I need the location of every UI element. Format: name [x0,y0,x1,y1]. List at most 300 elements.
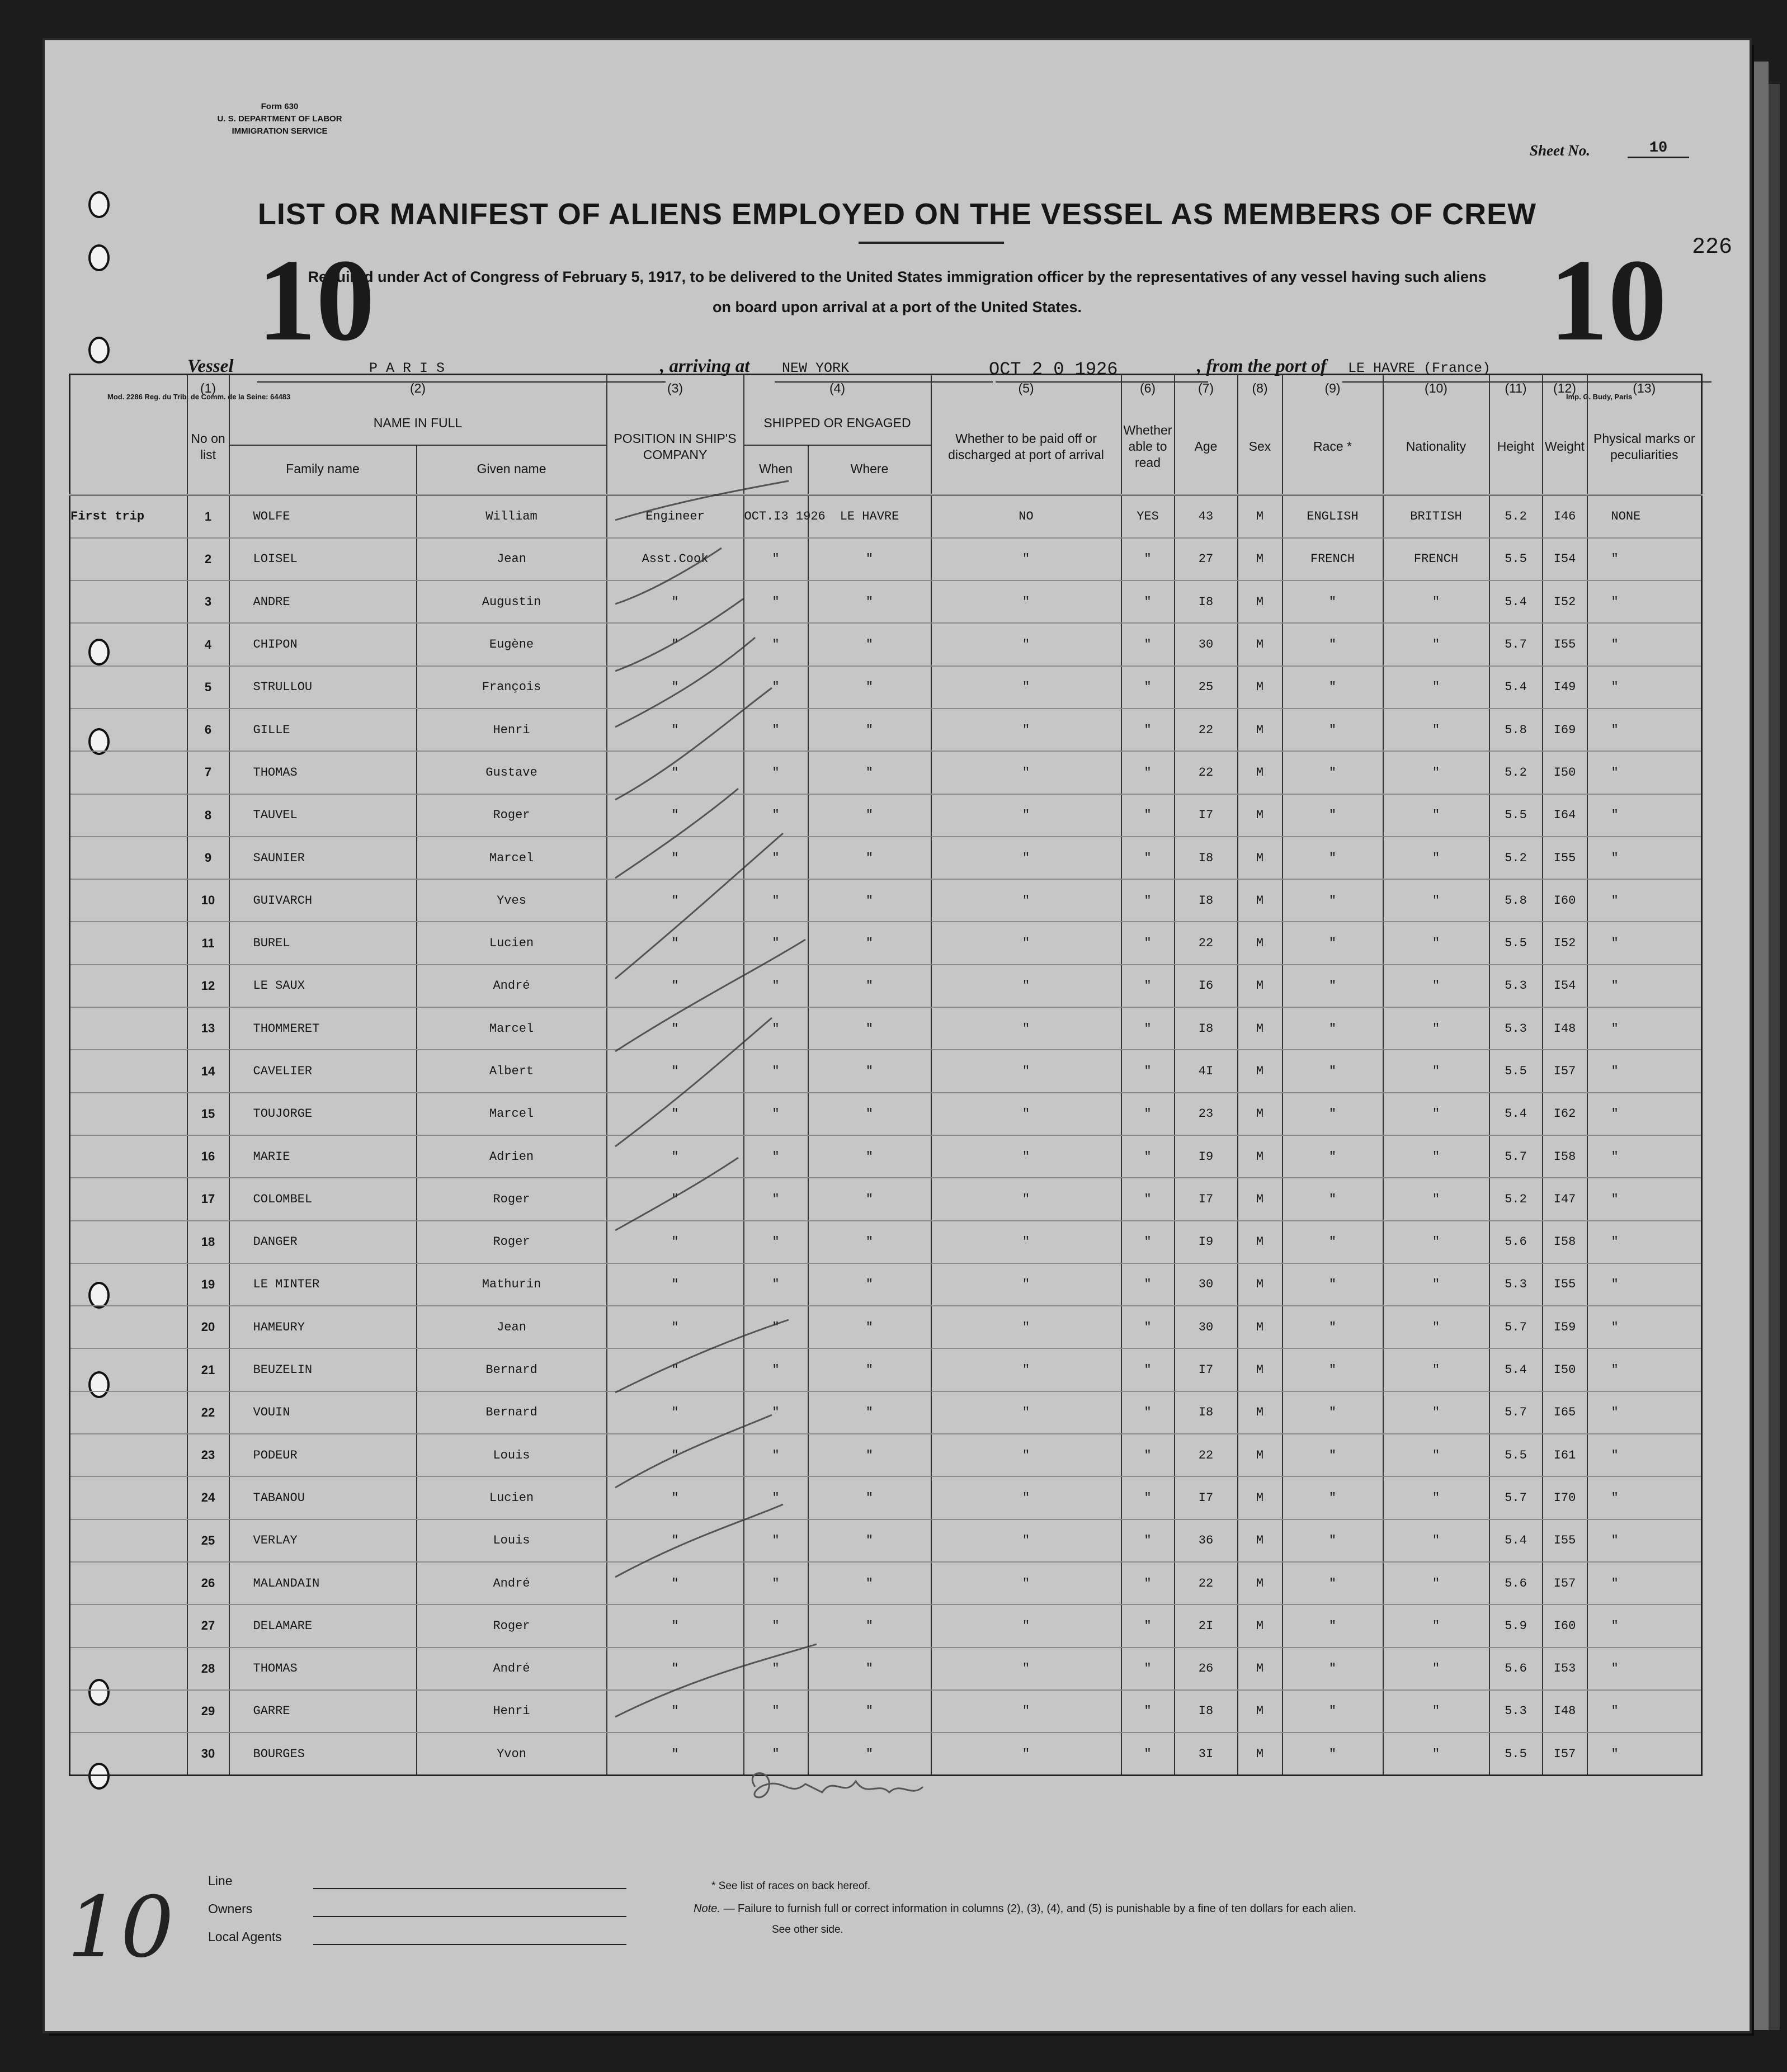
line-label: Line [208,1873,233,1888]
cell-height: 5.4 [1489,1348,1543,1391]
cell-weight: I46 [1543,495,1587,538]
cell-able-to-read: " [1121,1050,1175,1092]
first-trip-note [70,1306,187,1348]
cell-shipped-where: " [808,1391,931,1434]
cell-nationality: " [1383,879,1489,922]
cell-height: 5.3 [1489,1007,1543,1050]
cell-physical-marks: " [1587,623,1702,666]
cell-able-to-read: " [1121,538,1175,580]
cell-shipped-where: " [808,965,931,1007]
penalty-note [694,1903,1533,1915]
cell-shipped-where: " [808,794,931,837]
cell-given-name: Marcel [417,1007,607,1050]
col-num-10: (10) [1383,375,1489,402]
cell-nationality: " [1383,709,1489,751]
cell-paid-off: " [931,1135,1121,1178]
cell-paid-off: " [931,1648,1121,1690]
cell-height: 5.2 [1489,837,1543,879]
see-other-side: See other side. [772,1924,843,1936]
cell-race: " [1283,1690,1383,1733]
cell-position: " [607,1348,744,1391]
cell-family-name: CAVELIER [229,1050,417,1092]
cell-height: 5.6 [1489,1221,1543,1263]
cell-race: " [1283,623,1383,666]
cell-paid-off: " [931,1178,1121,1220]
cell-weight: I52 [1543,922,1587,964]
cell-given-name: Henri [417,709,607,751]
cell-sex: M [1238,965,1283,1007]
cell-family-name: GUIVARCH [229,879,417,922]
given-name-header: Given name [417,445,607,492]
cell-height: 5.8 [1489,709,1543,751]
cell-paid-off: " [931,1562,1121,1604]
cell-age: 4I [1175,1050,1238,1092]
cell-nationality: FRENCH [1383,538,1489,580]
cell-sex: M [1238,1093,1283,1135]
cell-position: " [607,1135,744,1178]
cell-physical-marks: " [1587,666,1702,709]
cell-paid-off: NO [931,495,1121,538]
cell-sex: M [1238,1263,1283,1306]
cell-position: " [607,623,744,666]
cell-height: 5.4 [1489,580,1543,623]
cell-height: 5.5 [1489,1434,1543,1476]
cell-given-name: Jean [417,538,607,580]
handwritten-sheet-number-right: 10 [1549,235,1667,365]
vessel-label: Vessel [187,356,234,376]
sex-header: Sex [1238,402,1283,492]
cell-able-to-read: " [1121,1476,1175,1519]
margin-column [70,375,187,495]
cell-race: " [1283,1476,1383,1519]
shipped-engaged-header: SHIPPED OR ENGAGED [744,402,931,445]
first-trip-note [70,1562,187,1604]
cell-age: I7 [1175,794,1238,837]
cell-weight: I54 [1543,965,1587,1007]
cell-sex: M [1238,751,1283,794]
cell-row-number: 8 [187,794,229,837]
cell-sex: M [1238,623,1283,666]
cell-weight: I55 [1543,837,1587,879]
cell-nationality: " [1383,922,1489,964]
cell-race: FRENCH [1283,538,1383,580]
cell-height: 5.9 [1489,1604,1543,1647]
first-trip-note [70,879,187,922]
cell-physical-marks: " [1587,922,1702,964]
cell-weight: I54 [1543,538,1587,580]
cell-given-name: Bernard [417,1348,607,1391]
cell-paid-off: " [931,794,1121,837]
cell-paid-off: " [931,1306,1121,1348]
line-underline [313,1888,626,1889]
cell-paid-off: " [931,1050,1121,1092]
table-row [70,666,1702,709]
cell-given-name: Louis [417,1519,607,1562]
cell-position: " [607,751,744,794]
cell-weight: I47 [1543,1178,1587,1220]
no-on-list-header: No on list [187,402,229,492]
cell-shipped-when: " [744,1604,808,1647]
cell-nationality: " [1383,1690,1489,1733]
cell-height: 5.3 [1489,1690,1543,1733]
cell-given-name: François [417,666,607,709]
cell-physical-marks: " [1587,1348,1702,1391]
cell-height: 5.3 [1489,965,1543,1007]
department-name: U. S. DEPARTMENT OF LABOR [217,114,342,124]
cell-row-number: 1 [187,495,229,538]
cell-nationality: " [1383,1391,1489,1434]
cell-row-number: 16 [187,1135,229,1178]
cell-sex: M [1238,1306,1283,1348]
cell-age: 30 [1175,1306,1238,1348]
cell-weight: I57 [1543,1733,1587,1776]
cell-sex: M [1238,1178,1283,1220]
cell-position: " [607,580,744,623]
cell-height: 5.8 [1489,879,1543,922]
cell-row-number: 22 [187,1391,229,1434]
cell-family-name: BUREL [229,922,417,964]
first-trip-note [70,922,187,964]
cell-race: " [1283,666,1383,709]
table-row [70,794,1702,837]
cell-shipped-where: " [808,1519,931,1562]
cell-nationality: " [1383,1562,1489,1604]
cell-shipped-when: OCT.I3 1926 [744,495,808,538]
cell-family-name: BEUZELIN [229,1348,417,1391]
cell-position: " [607,1519,744,1562]
col-num-4: (4) [744,375,931,402]
first-trip-note [70,666,187,709]
cell-nationality: " [1383,1093,1489,1135]
cell-sex: M [1238,837,1283,879]
cell-family-name: STRULLOU [229,666,417,709]
cell-able-to-read: " [1121,1221,1175,1263]
cell-given-name: Roger [417,1221,607,1263]
cell-row-number: 4 [187,623,229,666]
where-header: Where [808,445,931,492]
table-row [70,495,1702,538]
cell-age: 23 [1175,1093,1238,1135]
cell-shipped-when: " [744,837,808,879]
table-row [70,538,1702,580]
cell-able-to-read: " [1121,1348,1175,1391]
cell-age: 22 [1175,1562,1238,1604]
first-trip-note [70,794,187,837]
cell-weight: I62 [1543,1093,1587,1135]
cell-row-number: 15 [187,1093,229,1135]
cell-shipped-where: " [808,538,931,580]
cell-able-to-read: " [1121,1391,1175,1434]
cell-shipped-when: " [744,709,808,751]
cell-able-to-read: " [1121,837,1175,879]
cell-race: " [1283,837,1383,879]
table-row [70,879,1702,922]
cell-shipped-when: " [744,538,808,580]
col-num-9: (9) [1283,375,1383,402]
cell-position: " [607,922,744,964]
cell-family-name: GILLE [229,709,417,751]
table-row [70,1648,1702,1690]
arrival-port: NEW YORK [782,360,850,376]
cell-age: I8 [1175,879,1238,922]
printer-name: Imp. G. Budy, Paris [1566,393,1633,401]
cell-age: 27 [1175,538,1238,580]
cell-age: 3I [1175,1733,1238,1776]
first-trip-note [70,1476,187,1519]
first-trip-note [70,538,187,580]
cell-shipped-where: " [808,1093,931,1135]
cell-race: " [1283,1135,1383,1178]
table-row [70,709,1702,751]
cell-family-name: HAMEURY [229,1306,417,1348]
col-num-11: (11) [1489,375,1543,402]
cell-race: " [1283,794,1383,837]
cell-row-number: 13 [187,1007,229,1050]
cell-shipped-when: " [744,794,808,837]
table-row [70,922,1702,964]
cell-position: " [607,837,744,879]
cell-able-to-read: YES [1121,495,1175,538]
cell-physical-marks: NONE [1587,495,1702,538]
cell-nationality: " [1383,666,1489,709]
cell-given-name: André [417,1562,607,1604]
cell-sex: M [1238,1604,1283,1647]
sheet-number: 10 [1628,140,1689,158]
cell-race: " [1283,1178,1383,1220]
cell-shipped-when: " [744,1050,808,1092]
cell-sex: M [1238,538,1283,580]
sheet-label: Sheet No. [1530,142,1590,159]
page-title: LIST OR MANIFEST OF ALIENS EMPLOYED ON THE VESSEL AS MEMBERS OF CREW [257,197,1537,231]
cell-paid-off: " [931,1221,1121,1263]
cell-weight: I57 [1543,1562,1587,1604]
first-trip-note [70,1348,187,1391]
cell-height: 5.5 [1489,1050,1543,1092]
cell-row-number: 3 [187,580,229,623]
cell-sex: M [1238,1519,1283,1562]
first-trip-note [70,1519,187,1562]
cell-physical-marks: " [1587,1050,1702,1092]
note-text: — Failure to furnish full or correct information in columns (2), (3), (4), and (5) is punishable by a fine of ten dollars for each alien. [723,1903,1356,1915]
cell-shipped-when: " [744,1562,808,1604]
cell-paid-off: " [931,1093,1121,1135]
cell-physical-marks: " [1587,709,1702,751]
cell-given-name: Lucien [417,1476,607,1519]
cell-position: " [607,1604,744,1647]
cell-height: 5.5 [1489,922,1543,964]
cell-paid-off: " [931,1604,1121,1647]
cell-shipped-when: " [744,666,808,709]
cell-shipped-when: " [744,1733,808,1776]
cell-height: 5.7 [1489,623,1543,666]
page-edge-stack [1750,62,1769,2030]
cell-shipped-when: " [744,1519,808,1562]
cell-age: I9 [1175,1135,1238,1178]
cell-height: 5.6 [1489,1648,1543,1690]
cell-given-name: Yvon [417,1733,607,1776]
cell-family-name: TAUVEL [229,794,417,837]
cell-weight: I58 [1543,1135,1587,1178]
cell-age: 22 [1175,709,1238,751]
cell-family-name: TABANOU [229,1476,417,1519]
cell-sex: M [1238,1434,1283,1476]
cell-given-name: Adrien [417,1135,607,1178]
cell-race: " [1283,1562,1383,1604]
cell-physical-marks: " [1587,1093,1702,1135]
cell-weight: I69 [1543,709,1587,751]
cell-shipped-when: " [744,922,808,964]
table-row [70,1348,1702,1391]
cell-nationality: " [1383,1007,1489,1050]
first-trip-note [70,1135,187,1178]
cell-family-name: LE MINTER [229,1263,417,1306]
table-row [70,1306,1702,1348]
cell-shipped-where: " [808,666,931,709]
cell-nationality: " [1383,751,1489,794]
cell-shipped-where: " [808,1178,931,1220]
cell-weight: I60 [1543,1604,1587,1647]
when-header: When [744,445,808,492]
cell-row-number: 9 [187,837,229,879]
cell-given-name: Roger [417,1178,607,1220]
cell-physical-marks: " [1587,1135,1702,1178]
cell-row-number: 6 [187,709,229,751]
cell-race: " [1283,751,1383,794]
cell-shipped-where: LE HAVRE [808,495,931,538]
cell-family-name: ANDRE [229,580,417,623]
cell-able-to-read: " [1121,922,1175,964]
cell-row-number: 23 [187,1434,229,1476]
cell-row-number: 18 [187,1221,229,1263]
col-num-6: (6) [1121,375,1175,402]
cell-position: " [607,965,744,1007]
cell-race: " [1283,1007,1383,1050]
cell-weight: I64 [1543,794,1587,837]
cell-given-name: Roger [417,1604,607,1647]
cell-shipped-where: " [808,1604,931,1647]
cell-weight: I57 [1543,1050,1587,1092]
cell-shipped-where: " [808,1562,931,1604]
cell-nationality: " [1383,1733,1489,1776]
cell-weight: I61 [1543,1434,1587,1476]
cell-position: " [607,1306,744,1348]
cell-given-name: Mathurin [417,1263,607,1306]
cell-given-name: Bernard [417,1391,607,1434]
cell-paid-off: " [931,666,1121,709]
cell-race: " [1283,1221,1383,1263]
table-row [70,1135,1702,1178]
cell-family-name: PODEUR [229,1434,417,1476]
cell-given-name: Gustave [417,751,607,794]
first-trip-note: First trip [70,495,187,538]
first-trip-note [70,1178,187,1220]
cell-age: I8 [1175,837,1238,879]
cell-physical-marks: " [1587,1263,1702,1306]
table-row [70,1007,1702,1050]
cell-physical-marks: " [1587,1690,1702,1733]
cell-shipped-where: " [808,1221,931,1263]
cell-given-name: Louis [417,1434,607,1476]
cell-age: 43 [1175,495,1238,538]
cell-family-name: THOMMERET [229,1007,417,1050]
note-label: Note. [694,1903,720,1915]
vessel-name: P A R I S [369,360,445,376]
cell-height: 5.4 [1489,1093,1543,1135]
table-row [70,1093,1702,1135]
cell-physical-marks: " [1587,1221,1702,1263]
cell-nationality: " [1383,1476,1489,1519]
cell-nationality: " [1383,1434,1489,1476]
col-num-2: (2) [229,375,607,402]
cell-paid-off: " [931,965,1121,1007]
cell-sex: M [1238,922,1283,964]
cell-nationality: " [1383,623,1489,666]
first-trip-note [70,623,187,666]
cell-nationality: " [1383,965,1489,1007]
cell-nationality: " [1383,1306,1489,1348]
race-note: * See list of races on back hereof. [711,1880,871,1892]
cell-given-name: Roger [417,794,607,837]
cell-able-to-read: " [1121,1007,1175,1050]
cell-race: " [1283,1050,1383,1092]
page-edge-shadow [1769,84,1780,2030]
cell-physical-marks: " [1587,965,1702,1007]
cell-physical-marks: " [1587,1604,1702,1647]
first-trip-note [70,1221,187,1263]
col-num-13: (13) [1633,380,1656,395]
cell-shipped-where: " [808,1648,931,1690]
paid-off-header: Whether to be paid off or discharged at port of arrival [931,402,1121,492]
cell-age: I8 [1175,1007,1238,1050]
cell-paid-off: " [931,1391,1121,1434]
cell-row-number: 29 [187,1690,229,1733]
cell-shipped-when: " [744,1093,808,1135]
cell-family-name: BOURGES [229,1733,417,1776]
cell-able-to-read: " [1121,1733,1175,1776]
cell-shipped-where: " [808,837,931,879]
cell-paid-off: " [931,623,1121,666]
first-trip-note [70,709,187,751]
cell-physical-marks: " [1587,1733,1702,1776]
cell-given-name: Lucien [417,922,607,964]
col-num-7: (7) [1175,375,1238,402]
cell-sex: M [1238,1562,1283,1604]
first-trip-note [70,1690,187,1733]
cell-row-number: 27 [187,1604,229,1647]
cell-shipped-where: " [808,1348,931,1391]
col-num-8: (8) [1238,375,1283,402]
cell-given-name: Marcel [417,837,607,879]
first-trip-note [70,965,187,1007]
cell-nationality: " [1383,1648,1489,1690]
cell-height: 5.4 [1489,666,1543,709]
cell-shipped-when: " [744,1391,808,1434]
cell-row-number: 30 [187,1733,229,1776]
col-num-3: (3) [607,375,744,402]
cell-sex: M [1238,1135,1283,1178]
cell-age: 22 [1175,922,1238,964]
able-to-read-header: Whether able to read [1121,402,1175,492]
cell-paid-off: " [931,837,1121,879]
first-trip-note [70,1007,187,1050]
cell-paid-off: " [931,1434,1121,1476]
cell-race: " [1283,1604,1383,1647]
cell-nationality: " [1383,1178,1489,1220]
cell-nationality: " [1383,1050,1489,1092]
cell-given-name: Albert [417,1050,607,1092]
cell-race: " [1283,1306,1383,1348]
cell-given-name: Marcel [417,1093,607,1135]
